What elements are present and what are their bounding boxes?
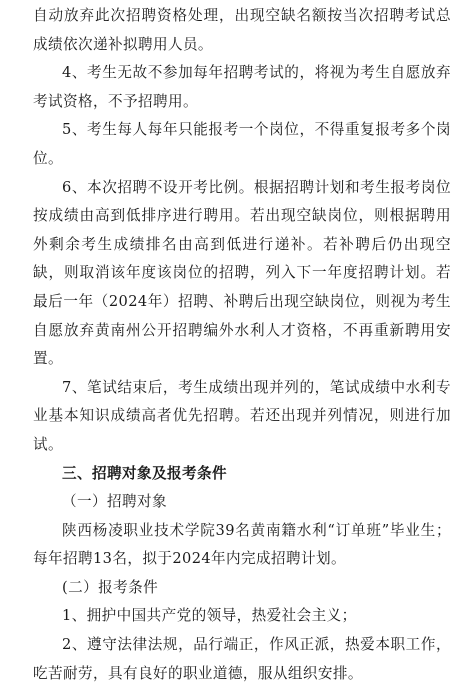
paragraph-continued: 自动放弃此次招聘资格处理，出现空缺名额按当次招聘考试总成绩依次递补拟聘用人员。: [33, 7, 451, 53]
rule-item-6: 6、本次招聘不设开考比例。根据招聘计划和考生报考岗位按成绩由高到低排序进行聘用。若出现空缺岗位，则根据聘用外剩余考生成绩排名由高到低进行递补。若补聘后仍出现空缺，则取消该年度该岗位的招聘，列入下一年度招聘计划。若最后一年（2024年）招聘、补聘后出现空缺岗位，则视为考生自愿放弃黄南州公开招聘编外水利人才资格，不再重新聘用安置。: [33, 178, 451, 368]
condition-item-1: 1、拥护中国共产党的领导，热爱社会主义；: [62, 607, 357, 625]
section-heading-3: 三、招聘对象及报考条件: [62, 464, 227, 482]
recruitment-target-text: 陕西杨凌职业技术学院39名黄南籍水利“订单班”毕业生；每年招聘13名，拟于2024年内完成招聘计划。: [33, 521, 451, 568]
rule-item-7: 7、笔试结束后，考生成绩出现并列的，笔试成绩中水利专业基本知识成绩高者优先招聘。若还出现并列情况，则进行加试。: [33, 378, 451, 453]
rule-item-5: 5、考生每人每年只能报考一个岗位，不得重复报考多个岗位。: [33, 121, 451, 167]
subsection-heading-1: （一）招聘对象: [62, 493, 167, 511]
rule-item-4: 4、考生无故不参加每年招聘考试的，将视为考生自愿放弃考试资格，不予招聘用。: [33, 64, 451, 110]
subsection-heading-2: (二）报考条件: [62, 578, 159, 596]
condition-item-2: 2、遵守法律法规，品行端正，作风正派，热爱本职工作，吃苦耐劳，具有良好的职业道德，服从组织安排。: [33, 636, 451, 682]
